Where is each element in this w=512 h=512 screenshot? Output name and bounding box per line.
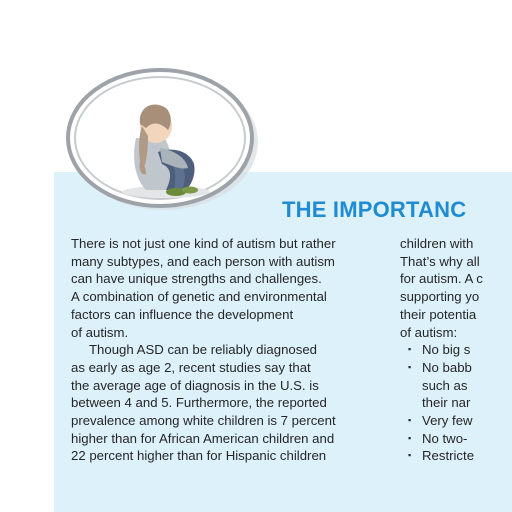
list-item-text: No babb: [422, 359, 472, 375]
list-item: [400, 430, 512, 448]
list-item-text: No two-: [422, 430, 468, 446]
text-line: 22 percent higher than for Hispanic children: [71, 448, 327, 464]
intro-paragraph: [400, 235, 512, 341]
text-line: for autism. A c: [400, 271, 483, 287]
list-item-text: such as: [422, 377, 468, 393]
text-line: of autism:: [400, 324, 458, 340]
text-line: as early as age 2, recent studies say that: [71, 359, 311, 375]
text-line: factors can influence the development: [71, 306, 294, 322]
child-sitting-in-circle-illustration: [62, 66, 258, 212]
list-item: [400, 341, 512, 359]
list-item: [400, 359, 512, 412]
text-line: children with: [400, 236, 474, 251]
text-line: their potentia: [400, 306, 477, 322]
list-item-text: their nar: [422, 395, 471, 411]
sign-list: [400, 341, 512, 465]
text-line: supporting yo: [400, 289, 480, 305]
text-line: There is not just one kind of autism but rather: [71, 236, 336, 251]
text-line: Though ASD can be reliably diagnosed: [89, 342, 318, 358]
text-line: of autism.: [71, 324, 129, 340]
right-text-column: [400, 235, 512, 465]
left-text-column: [71, 235, 377, 465]
list-item: [400, 412, 512, 430]
text-line: A combination of genetic and environmental: [71, 289, 327, 305]
list-item: [400, 447, 512, 465]
text-line: the average age of diagnosis in the U.S. is: [71, 377, 319, 393]
text-line: between 4 and 5. Furthermore, the reported: [71, 395, 327, 411]
paragraph-1: [71, 235, 377, 341]
text-line: higher than for African American children and: [71, 430, 335, 446]
section-heading: THE IMPORTANC: [282, 197, 467, 222]
list-item-text: Very few: [422, 413, 473, 429]
text-line: can have unique strengths and challenges.: [71, 271, 322, 287]
list-item-text: No big s: [422, 342, 471, 358]
text-line: That’s why all: [400, 253, 480, 269]
text-line: many subtypes, and each person with autism: [71, 253, 335, 269]
list-item-text: Restricte: [422, 448, 475, 464]
paragraph-2: [71, 341, 377, 465]
text-line: prevalence among white children is 7 percent: [71, 413, 336, 429]
